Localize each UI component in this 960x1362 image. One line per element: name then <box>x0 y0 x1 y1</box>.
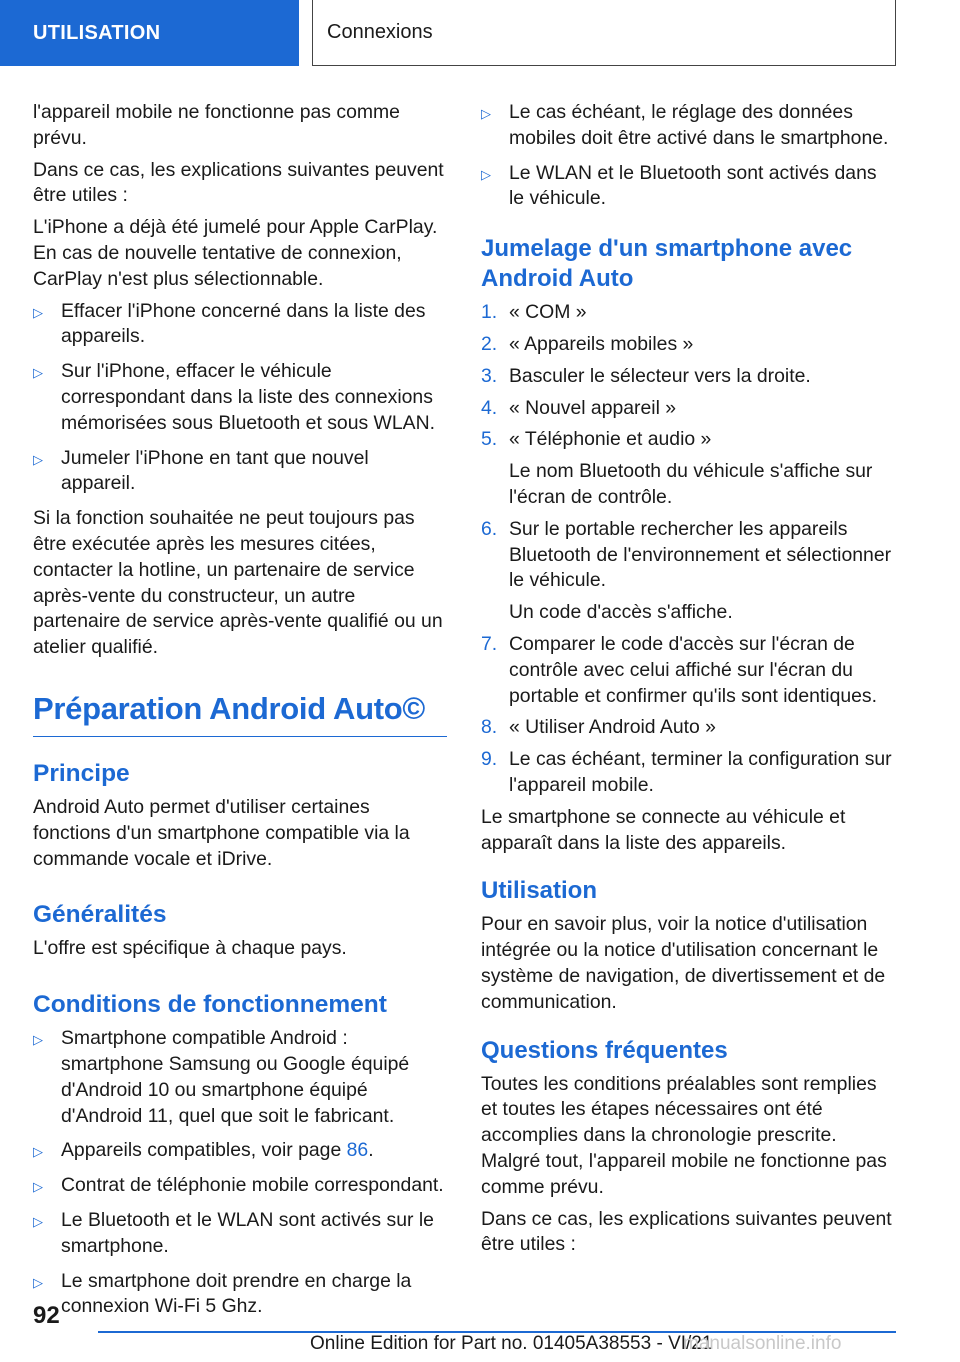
list-item: ▷ Appareils compatibles, voir page 86. <box>33 1138 447 1164</box>
paragraph: Pour en savoir plus, voir la notice d'utilisation intégrée ou la notice d'utilisation concernant le système de navigation, de divertissement et de communication. <box>481 913 886 1013</box>
list-item: ▷ Jumeler l'iPhone en tant que nouvel appareil. <box>33 446 369 495</box>
triangle-right-outline-icon: ▷ <box>33 1144 43 1160</box>
triangle-right-outline-icon: ▷ <box>481 166 491 182</box>
bullet-list <box>481 100 895 212</box>
watermark: manualsonline.info <box>683 1333 842 1354</box>
triangle-right-outline-icon: ▷ <box>33 1213 43 1229</box>
subsection-heading: Généralités <box>33 901 167 929</box>
subsection-heading: Conditions de fonctionnement <box>33 991 387 1019</box>
section-tab <box>0 0 299 66</box>
paragraph: Dans ce cas, les explications suivantes peuvent être utiles : <box>481 1207 892 1256</box>
page-number: 92 <box>33 1302 60 1329</box>
list-item: ▷ Sur l'iPhone, effacer le véhicule correspondant dans la liste des connexions mémorisées sous Bluetooth et sous WLAN. <box>33 360 435 434</box>
steps-list <box>481 300 895 453</box>
page-reference-link[interactable]: 86 <box>346 1139 369 1162</box>
paragraph: Dans ce cas, les explications suivantes peuvent être utiles : <box>33 158 444 207</box>
step-note: Un code d'accès s'affiche. <box>509 601 733 624</box>
triangle-right-outline-icon: ▷ <box>481 106 491 121</box>
triangle-right-outline-icon: ▷ <box>33 1032 43 1048</box>
section-label: UTILISATION <box>33 21 161 44</box>
triangle-right-outline-icon: ▷ <box>33 451 43 467</box>
subsection-heading: Utilisation <box>481 877 598 905</box>
step-item: 8. « Utiliser Android Auto » <box>481 716 716 739</box>
step-item: 9. Le cas échéant, terminer la configuration sur l'appareil mobile. <box>481 748 892 796</box>
list-item: ▷ Le WLAN et le Bluetooth sont activés dans le véhicule. <box>481 161 877 210</box>
triangle-right-outline-icon: ▷ <box>33 304 43 320</box>
triangle-right-outline-icon: ▷ <box>33 1179 43 1195</box>
step-item: 3. Basculer le sélecteur vers la droite. <box>481 364 811 387</box>
right-column <box>481 100 895 1264</box>
step-item: 7. Comparer le code d'accès sur l'écran de contrôle avec celui affiché sur l'écran du portable et confirmer qu'ils sont identiques. <box>481 632 878 707</box>
list-item: ▷ Contrat de téléphonie mobile correspondant. <box>33 1173 447 1199</box>
paragraph: l'appareil mobile ne fonctionne pas comme prévu. <box>33 101 400 149</box>
subsection-heading: Principe <box>33 759 130 787</box>
triangle-right-outline-icon: ▷ <box>33 365 43 381</box>
step-item: 2. « Appareils mobiles » <box>481 332 694 355</box>
chapter-title: Connexions <box>327 21 433 43</box>
list-item: ▷ Smartphone compatible Android : smartphone Samsung ou Google équipé d'Android 10 ou smartphone équipé d'Android 11, quel que soit le fabricant. <box>33 1027 410 1127</box>
steps-list <box>481 517 895 594</box>
paragraph: Toutes les conditions préalables sont remplies et toutes les étapes nécessaires ont été accomplies dans la chronologie prescrite. Malgré tout, l'appareil mobile ne fonctionne pas comme prévu. <box>481 1072 887 1198</box>
paragraph: L'offre est spécifique à chaque pays. <box>33 937 347 960</box>
subsection-heading: Questions fréquentes <box>481 1036 728 1064</box>
conditions-list <box>33 1026 447 1320</box>
bullet-list <box>33 299 447 498</box>
step-item: 5. « Téléphonie et audio » <box>481 428 712 451</box>
step-note: Le nom Bluetooth du véhicule s'affiche sur l'écran de contrôle. <box>509 460 873 508</box>
step-item: 1. « COM » <box>481 301 587 324</box>
subsection-heading: Jumelage d'un smartphone avec Android Auto <box>481 235 853 293</box>
triangle-right-outline-icon: ▷ <box>33 1274 43 1290</box>
section-heading: Préparation Android Auto© <box>33 691 447 737</box>
step-item: 4. « Nouvel appareil » <box>481 396 677 419</box>
left-column <box>33 100 447 1329</box>
paragraph: Le smartphone se connecte au véhicule et apparaît dans la liste des appareils. <box>481 805 846 854</box>
list-item: ▷ Le Bluetooth et le WLAN sont activés sur le smartphone. <box>33 1208 434 1257</box>
list-item: ▷ Le smartphone doit prendre en charge la connexion Wi-Fi 5 Ghz. <box>33 1269 412 1318</box>
edition-text: Online Edition for Part no. 01405A38553 - VI/21 <box>310 1333 713 1354</box>
chapter-header <box>312 0 896 66</box>
paragraph: Android Auto permet d'utiliser certaines fonctions d'un smartphone compatible via la commande vocale et iDrive. <box>33 795 410 870</box>
steps-list <box>481 632 895 799</box>
list-item: ▷ Effacer l'iPhone concerné dans la liste des appareils. <box>33 299 426 348</box>
list-item: ▷ Le cas échéant, le réglage des données mobiles doit être activé dans le smartphone. <box>481 101 889 149</box>
step-item: 6. Sur le portable rechercher les appareils Bluetooth de l'environnement et sélectionner le véhicule. <box>481 517 892 592</box>
paragraph: L'iPhone a déjà été jumelé pour Apple CarPlay. En cas de nouvelle tentative de connexion, CarPlay n'est plus sélectionnable. <box>33 216 438 290</box>
paragraph: Si la fonction souhaitée ne peut toujours pas être exécutée après les mesures citées, contacter la hotline, un partenaire de service après-vente du constructeur, un autre partenaire de service après-vente qualifié ou un atelier qualifié. <box>33 507 443 659</box>
